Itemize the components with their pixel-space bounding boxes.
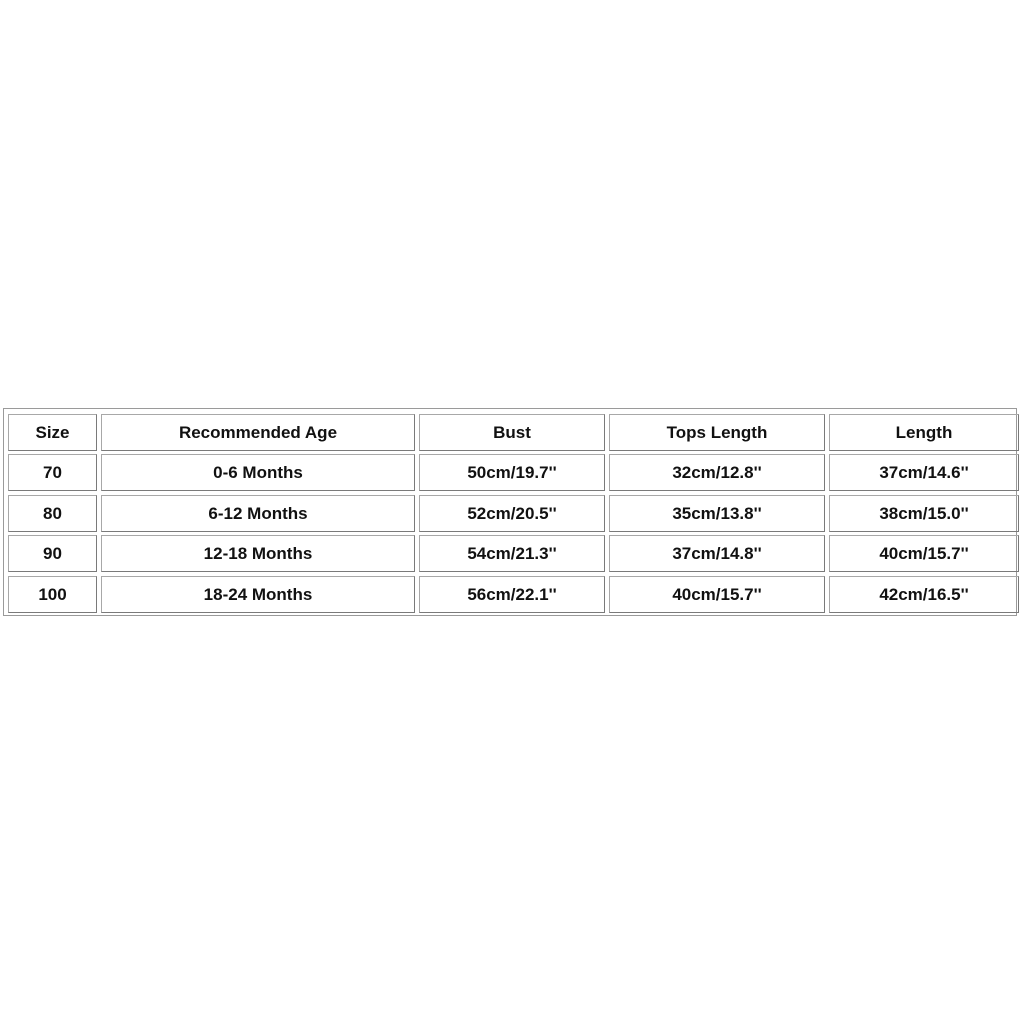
size-chart-table [3,408,1017,616]
cell-tops-length: 40cm/15.7'' [609,576,825,613]
cell-recommended-age: 6-12 Months [101,495,415,532]
header-size: Size [8,414,97,451]
cell-tops-length: 32cm/12.8'' [609,454,825,491]
cell-length: 42cm/16.5'' [829,576,1019,613]
cell-recommended-age: 18-24 Months [101,576,415,613]
header-bust: Bust [419,414,605,451]
cell-size: 80 [8,495,97,532]
cell-size: 90 [8,535,97,572]
header-tops-length: Tops Length [609,414,825,451]
cell-bust: 54cm/21.3'' [419,535,605,572]
cell-bust: 56cm/22.1'' [419,576,605,613]
cell-recommended-age: 0-6 Months [101,454,415,491]
cell-recommended-age: 12-18 Months [101,535,415,572]
header-recommended-age: Recommended Age [101,414,415,451]
cell-length: 37cm/14.6'' [829,454,1019,491]
cell-bust: 52cm/20.5'' [419,495,605,532]
cell-size: 100 [8,576,97,613]
header-length: Length [829,414,1019,451]
cell-tops-length: 37cm/14.8'' [609,535,825,572]
cell-tops-length: 35cm/13.8'' [609,495,825,532]
cell-size: 70 [8,454,97,491]
cell-length: 38cm/15.0'' [829,495,1019,532]
cell-bust: 50cm/19.7'' [419,454,605,491]
cell-length: 40cm/15.7'' [829,535,1019,572]
